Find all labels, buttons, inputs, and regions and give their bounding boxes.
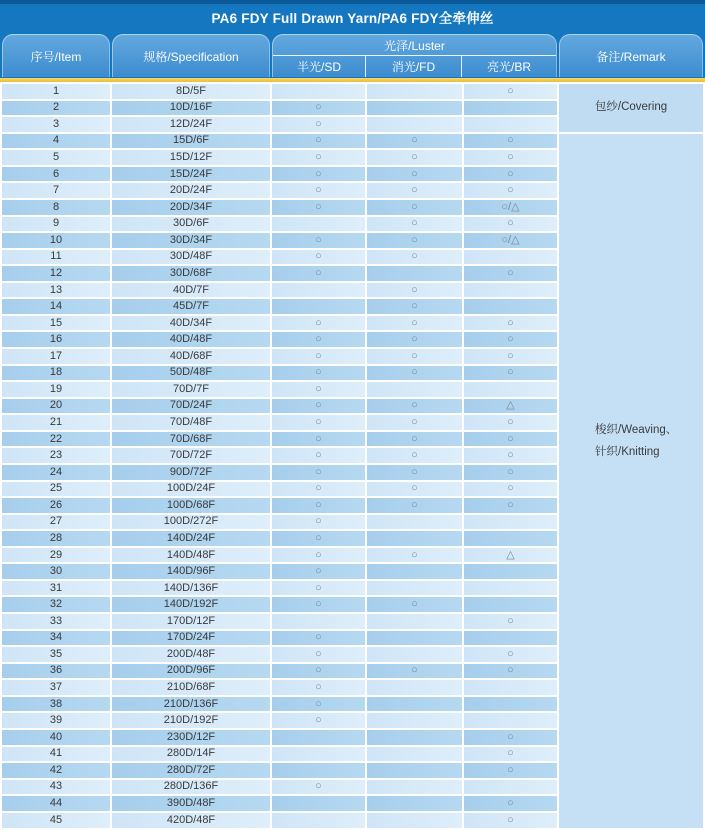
item-cell: 22 — [2, 432, 110, 447]
spec-cell: 30D/48F — [112, 250, 270, 265]
spec-cell: 90D/72F — [112, 465, 270, 480]
spec-cell: 50D/48F — [112, 366, 270, 381]
sd-mark-cell: ○ — [272, 117, 365, 132]
spec-cell: 280D/72F — [112, 763, 270, 778]
item-cell: 19 — [2, 382, 110, 397]
fd-mark-cell: ○ — [367, 283, 462, 298]
sd-mark-cell: ○ — [272, 680, 365, 695]
br-mark-cell: ○ — [464, 366, 557, 381]
sd-mark-cell: ○ — [272, 631, 365, 646]
fd-mark-cell — [367, 713, 462, 728]
fd-mark-cell: ○ — [367, 167, 462, 182]
spec-cell: 170D/12F — [112, 614, 270, 629]
br-mark-cell: ○ — [464, 266, 557, 281]
fd-mark-cell: ○ — [367, 415, 462, 430]
sd-mark-cell — [272, 299, 365, 314]
spec-cell: 70D/7F — [112, 382, 270, 397]
item-cell: 27 — [2, 515, 110, 530]
spec-cell: 200D/48F — [112, 647, 270, 662]
column-header-fd: 消光/FD — [366, 56, 462, 77]
br-mark-cell: ○ — [464, 796, 557, 811]
sd-mark-cell: ○ — [272, 482, 365, 497]
spec-cell: 40D/34F — [112, 316, 270, 331]
fd-mark-cell: ○ — [367, 465, 462, 480]
item-cell: 24 — [2, 465, 110, 480]
sd-mark-cell: ○ — [272, 713, 365, 728]
page-title: PA6 FDY Full Drawn Yarn/PA6 FDY全牵伸丝 — [211, 11, 494, 26]
column-header-specification — [112, 34, 270, 77]
fd-mark-cell — [367, 515, 462, 530]
item-cell: 31 — [2, 581, 110, 596]
sd-mark-cell: ○ — [272, 134, 365, 149]
fd-mark-cell: ○ — [367, 597, 462, 612]
sd-mark-cell: ○ — [272, 382, 365, 397]
spec-cell: 140D/48F — [112, 548, 270, 563]
br-mark-cell: ○/△ — [464, 233, 557, 248]
spec-cell: 70D/48F — [112, 415, 270, 430]
fd-mark-cell: ○ — [367, 448, 462, 463]
fd-mark-cell: ○ — [367, 233, 462, 248]
column-header-item-label: 序号/Item — [30, 49, 82, 64]
item-cell: 45 — [2, 813, 110, 828]
remark-weaving-line1: 梭织/Weaving、 — [595, 423, 678, 436]
br-mark-cell: △ — [464, 399, 557, 414]
fd-mark-cell: ○ — [367, 366, 462, 381]
fd-mark-cell: ○ — [367, 150, 462, 165]
fd-mark-cell — [367, 564, 462, 579]
sd-mark-cell: ○ — [272, 316, 365, 331]
item-cell: 25 — [2, 482, 110, 497]
table-header — [0, 0, 705, 78]
br-mark-cell: ○ — [464, 498, 557, 513]
br-mark-cell — [464, 531, 557, 546]
spec-cell: 30D/6F — [112, 217, 270, 232]
sd-mark-cell: ○ — [272, 150, 365, 165]
sd-mark-cell: ○ — [272, 101, 365, 116]
fd-mark-cell — [367, 780, 462, 795]
spec-cell: 390D/48F — [112, 796, 270, 811]
fd-mark-cell: ○ — [367, 134, 462, 149]
br-mark-cell: ○ — [464, 217, 557, 232]
column-header-remark-label: 备注/Remark — [596, 49, 666, 64]
fd-mark-cell: ○ — [367, 432, 462, 447]
br-mark-cell: ○ — [464, 332, 557, 347]
spec-cell: 15D/12F — [112, 150, 270, 165]
item-cell: 28 — [2, 531, 110, 546]
table-row — [2, 134, 703, 149]
spec-cell: 70D/72F — [112, 448, 270, 463]
spec-cell: 100D/24F — [112, 482, 270, 497]
item-cell: 18 — [2, 366, 110, 381]
br-mark-cell: ○ — [464, 84, 557, 99]
sd-mark-cell: ○ — [272, 233, 365, 248]
br-mark-cell — [464, 382, 557, 397]
item-cell: 12 — [2, 266, 110, 281]
remark-covering-cell: 包纱/Covering — [559, 84, 703, 132]
spec-cell: 420D/48F — [112, 813, 270, 828]
spec-cell: 170D/24F — [112, 631, 270, 646]
fd-mark-cell — [367, 581, 462, 596]
sd-mark-cell: ○ — [272, 183, 365, 198]
sd-mark-cell: ○ — [272, 266, 365, 281]
spec-cell: 140D/96F — [112, 564, 270, 579]
item-cell: 10 — [2, 233, 110, 248]
fd-mark-cell — [367, 631, 462, 646]
fd-mark-cell — [367, 747, 462, 762]
sd-mark-cell: ○ — [272, 399, 365, 414]
spec-cell: 15D/6F — [112, 134, 270, 149]
sd-mark-cell: ○ — [272, 498, 365, 513]
br-mark-cell: ○ — [464, 183, 557, 198]
fd-mark-cell: ○ — [367, 332, 462, 347]
spec-cell: 210D/192F — [112, 713, 270, 728]
br-mark-cell: ○ — [464, 432, 557, 447]
item-cell: 43 — [2, 780, 110, 795]
br-mark-cell — [464, 713, 557, 728]
sd-mark-cell: ○ — [272, 200, 365, 215]
sd-mark-cell — [272, 747, 365, 762]
br-mark-cell: ○ — [464, 465, 557, 480]
sd-mark-cell: ○ — [272, 548, 365, 563]
item-cell: 40 — [2, 730, 110, 745]
fd-mark-cell — [367, 813, 462, 828]
fd-mark-cell: ○ — [367, 250, 462, 265]
sd-mark-cell: ○ — [272, 349, 365, 364]
remark-weaving-line2: 针织/Knitting — [595, 445, 660, 458]
br-mark-cell — [464, 680, 557, 695]
spec-cell: 140D/192F — [112, 597, 270, 612]
fd-mark-cell — [367, 614, 462, 629]
spec-cell: 40D/7F — [112, 283, 270, 298]
table-row — [2, 84, 703, 99]
sd-mark-cell: ○ — [272, 366, 365, 381]
remark-weaving-knitting-cell — [559, 134, 703, 828]
item-cell: 30 — [2, 564, 110, 579]
br-mark-cell: ○ — [464, 614, 557, 629]
sd-mark-cell: ○ — [272, 448, 365, 463]
fd-mark-cell — [367, 84, 462, 99]
column-header-luster-label: 光泽/Luster — [273, 35, 556, 56]
spec-cell: 100D/272F — [112, 515, 270, 530]
item-cell: 26 — [2, 498, 110, 513]
sd-mark-cell: ○ — [272, 780, 365, 795]
br-mark-cell — [464, 101, 557, 116]
br-mark-cell — [464, 283, 557, 298]
fd-mark-cell: ○ — [367, 183, 462, 198]
br-mark-cell: ○ — [464, 813, 557, 828]
fd-mark-cell — [367, 117, 462, 132]
item-cell: 41 — [2, 747, 110, 762]
sd-mark-cell — [272, 813, 365, 828]
sd-mark-cell — [272, 84, 365, 99]
sd-mark-cell: ○ — [272, 581, 365, 596]
item-cell: 37 — [2, 680, 110, 695]
sd-mark-cell: ○ — [272, 167, 365, 182]
item-cell: 21 — [2, 415, 110, 430]
item-cell: 39 — [2, 713, 110, 728]
fd-mark-cell: ○ — [367, 349, 462, 364]
item-cell: 17 — [2, 349, 110, 364]
item-cell: 15 — [2, 316, 110, 331]
item-cell: 33 — [2, 614, 110, 629]
fd-mark-cell: ○ — [367, 399, 462, 414]
sd-mark-cell: ○ — [272, 332, 365, 347]
br-mark-cell: ○ — [464, 664, 557, 679]
br-mark-cell: ○ — [464, 482, 557, 497]
fd-mark-cell: ○ — [367, 548, 462, 563]
fd-mark-cell: ○ — [367, 316, 462, 331]
sd-mark-cell — [272, 614, 365, 629]
spec-cell: 20D/24F — [112, 183, 270, 198]
spec-cell: 70D/24F — [112, 399, 270, 414]
column-header-item — [2, 34, 110, 77]
column-header-tabs — [0, 34, 705, 77]
item-cell: 4 — [2, 134, 110, 149]
br-mark-cell — [464, 299, 557, 314]
br-mark-cell: ○ — [464, 134, 557, 149]
fd-mark-cell: ○ — [367, 498, 462, 513]
spec-cell: 200D/96F — [112, 664, 270, 679]
column-header-luster-group — [272, 34, 557, 77]
item-cell: 29 — [2, 548, 110, 563]
fd-mark-cell — [367, 101, 462, 116]
sd-mark-cell: ○ — [272, 515, 365, 530]
item-cell: 14 — [2, 299, 110, 314]
item-cell: 23 — [2, 448, 110, 463]
spec-cell: 40D/68F — [112, 349, 270, 364]
fd-mark-cell — [367, 680, 462, 695]
br-mark-cell — [464, 564, 557, 579]
spec-cell: 230D/12F — [112, 730, 270, 745]
fd-mark-cell — [367, 647, 462, 662]
sd-mark-cell: ○ — [272, 432, 365, 447]
spec-cell: 8D/5F — [112, 84, 270, 99]
sd-mark-cell: ○ — [272, 647, 365, 662]
br-mark-cell: ○/△ — [464, 200, 557, 215]
br-mark-cell: ○ — [464, 647, 557, 662]
sd-mark-cell: ○ — [272, 531, 365, 546]
br-mark-cell: ○ — [464, 415, 557, 430]
item-cell: 2 — [2, 101, 110, 116]
item-cell: 3 — [2, 117, 110, 132]
fd-mark-cell — [367, 730, 462, 745]
sd-mark-cell: ○ — [272, 664, 365, 679]
column-header-br: 亮光/BR — [486, 60, 531, 74]
item-cell: 42 — [2, 763, 110, 778]
br-mark-cell — [464, 515, 557, 530]
fd-mark-cell: ○ — [367, 217, 462, 232]
spec-cell: 140D/136F — [112, 581, 270, 596]
br-mark-cell: ○ — [464, 150, 557, 165]
spec-cell: 280D/136F — [112, 780, 270, 795]
br-mark-cell: ○ — [464, 316, 557, 331]
br-mark-cell — [464, 117, 557, 132]
br-mark-cell: ○ — [464, 448, 557, 463]
sd-mark-cell: ○ — [272, 564, 365, 579]
fd-mark-cell: ○ — [367, 664, 462, 679]
br-mark-cell — [464, 780, 557, 795]
spec-cell: 12D/24F — [112, 117, 270, 132]
br-mark-cell: ○ — [464, 730, 557, 745]
spec-cell: 30D/34F — [112, 233, 270, 248]
spec-cell: 40D/48F — [112, 332, 270, 347]
column-header-sd: 半光/SD — [273, 56, 366, 77]
item-cell: 7 — [2, 183, 110, 198]
fd-mark-cell — [367, 796, 462, 811]
sd-mark-cell — [272, 730, 365, 745]
sd-mark-cell — [272, 763, 365, 778]
spec-cell: 70D/68F — [112, 432, 270, 447]
sd-mark-cell — [272, 283, 365, 298]
br-mark-cell: ○ — [464, 747, 557, 762]
br-mark-cell: △ — [464, 548, 557, 563]
br-mark-cell: ○ — [464, 349, 557, 364]
item-cell: 32 — [2, 597, 110, 612]
sd-mark-cell: ○ — [272, 597, 365, 612]
column-header-remark — [559, 34, 703, 77]
item-cell: 8 — [2, 200, 110, 215]
fd-mark-cell — [367, 266, 462, 281]
br-mark-cell — [464, 631, 557, 646]
item-cell: 1 — [2, 84, 110, 99]
sd-mark-cell — [272, 796, 365, 811]
spec-cell: 20D/34F — [112, 200, 270, 215]
item-cell: 38 — [2, 697, 110, 712]
spec-table — [0, 82, 705, 830]
fd-mark-cell: ○ — [367, 200, 462, 215]
spec-cell: 140D/24F — [112, 531, 270, 546]
column-header-spec-label: 规格/Specification — [143, 49, 239, 64]
item-cell: 35 — [2, 647, 110, 662]
fd-mark-cell — [367, 382, 462, 397]
item-cell: 13 — [2, 283, 110, 298]
sd-mark-cell: ○ — [272, 465, 365, 480]
item-cell: 11 — [2, 250, 110, 265]
item-cell: 36 — [2, 664, 110, 679]
spec-cell: 15D/24F — [112, 167, 270, 182]
fd-mark-cell — [367, 763, 462, 778]
spec-cell: 210D/68F — [112, 680, 270, 695]
item-cell: 44 — [2, 796, 110, 811]
sd-mark-cell: ○ — [272, 250, 365, 265]
br-mark-cell — [464, 697, 557, 712]
item-cell: 20 — [2, 399, 110, 414]
table-body — [2, 84, 703, 828]
luster-subheaders — [273, 56, 556, 77]
fd-mark-cell — [367, 697, 462, 712]
sd-mark-cell: ○ — [272, 697, 365, 712]
item-cell: 6 — [2, 167, 110, 182]
br-mark-cell: ○ — [464, 763, 557, 778]
fd-mark-cell — [367, 531, 462, 546]
sd-mark-cell: ○ — [272, 415, 365, 430]
spec-cell: 10D/16F — [112, 101, 270, 116]
spec-cell: 30D/68F — [112, 266, 270, 281]
fd-mark-cell: ○ — [367, 299, 462, 314]
spec-cell: 100D/68F — [112, 498, 270, 513]
sd-mark-cell — [272, 217, 365, 232]
br-mark-cell — [464, 581, 557, 596]
br-mark-cell — [464, 250, 557, 265]
item-cell: 16 — [2, 332, 110, 347]
item-cell: 34 — [2, 631, 110, 646]
br-mark-cell: ○ — [464, 167, 557, 182]
spec-cell: 45D/7F — [112, 299, 270, 314]
spec-cell: 210D/136F — [112, 697, 270, 712]
item-cell: 9 — [2, 217, 110, 232]
spec-cell: 280D/14F — [112, 747, 270, 762]
br-mark-cell — [464, 597, 557, 612]
fd-mark-cell: ○ — [367, 482, 462, 497]
item-cell: 5 — [2, 150, 110, 165]
